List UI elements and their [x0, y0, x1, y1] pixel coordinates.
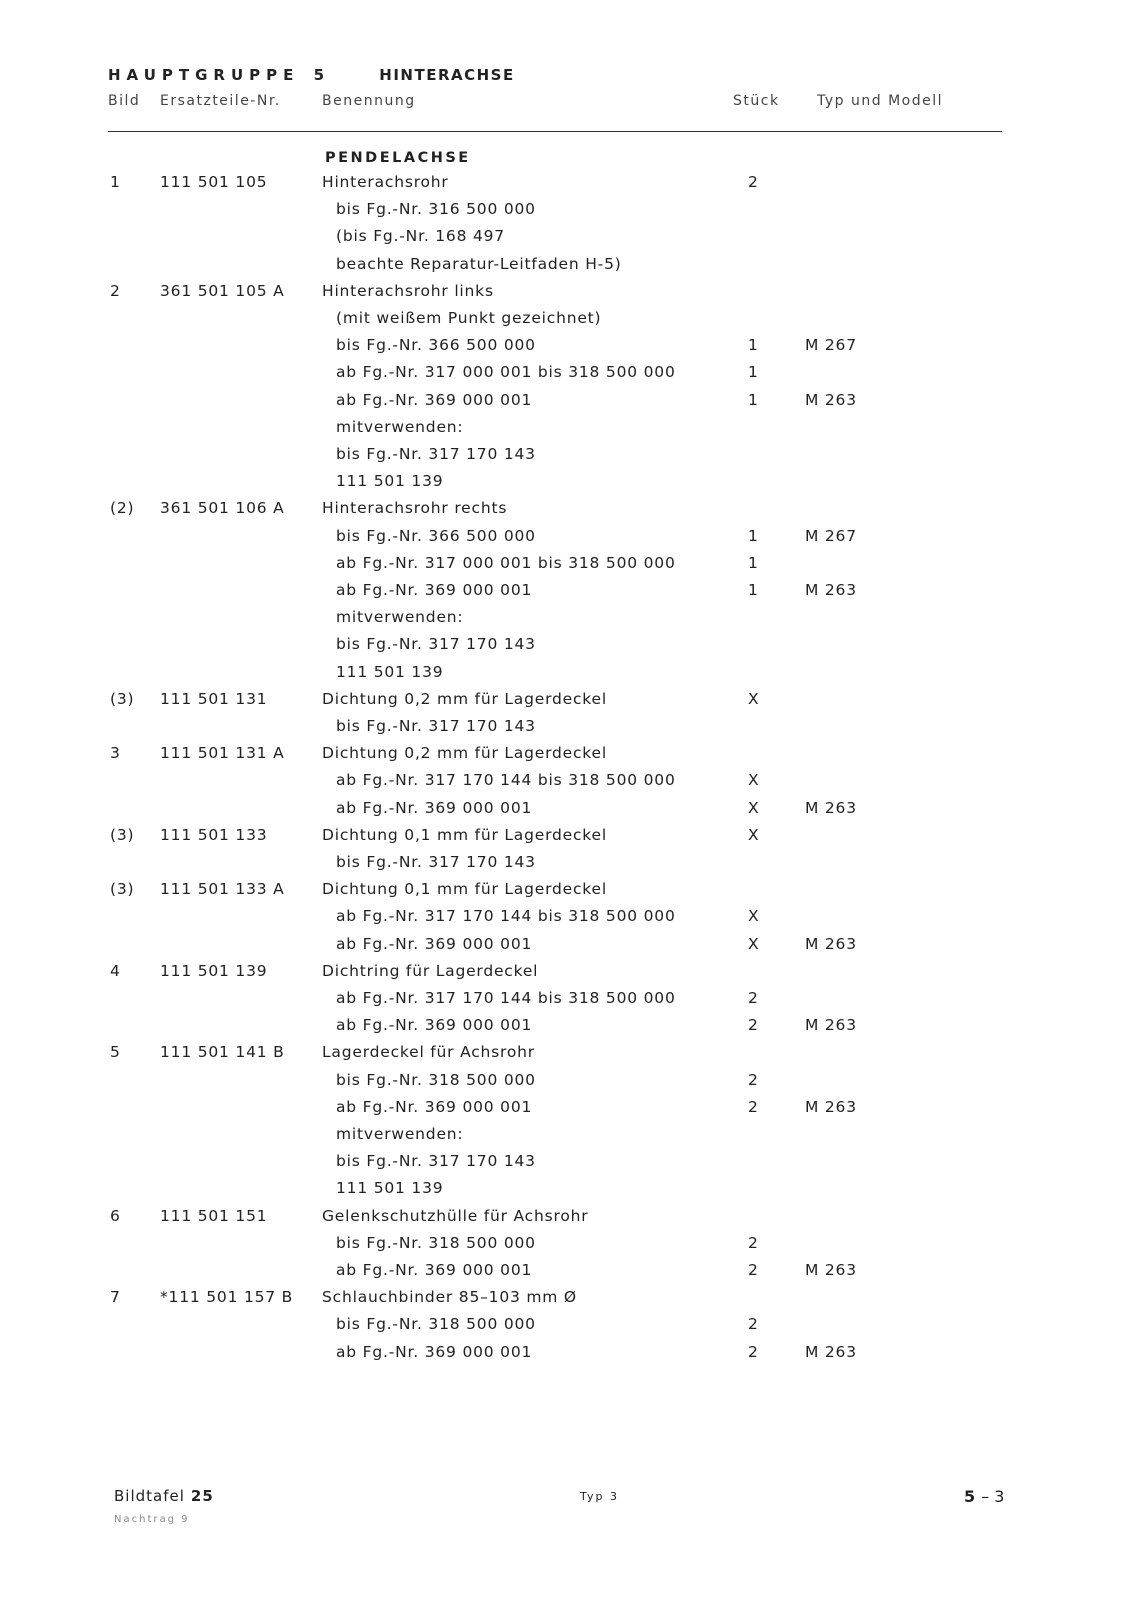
part-description: ab Fg.-Nr. 317 170 144 bis 318 500 000: [336, 771, 676, 790]
model-type: M 263: [805, 1261, 857, 1279]
table-row: [0, 1043, 1137, 1070]
part-description: ab Fg.-Nr. 369 000 001: [336, 390, 533, 409]
part-description: Hinterachsrohr rechts: [322, 499, 508, 518]
part-description: bis Fg.-Nr. 317 170 143: [336, 445, 536, 463]
table-row: [0, 1152, 1137, 1179]
footer-typ: Typ 3: [580, 1490, 619, 1503]
table-row: [0, 635, 1137, 662]
column-header-stueck: Stück: [733, 93, 780, 109]
part-description: bis Fg.-Nr. 317 170 143: [336, 853, 536, 871]
quantity: X: [748, 934, 760, 953]
page-number: [964, 1487, 1004, 1506]
model-type: M 263: [805, 798, 857, 817]
table-row: [0, 771, 1137, 798]
part-description: bis Fg.-Nr. 317 170 143: [336, 635, 536, 654]
model-type: M 267: [805, 526, 857, 545]
part-description: bis Fg.-Nr. 318 500 000: [336, 1315, 536, 1334]
quantity: 2: [748, 1070, 759, 1089]
part-number: 111 501 131: [160, 689, 268, 708]
part-description: ab Fg.-Nr. 317 000 001 bis 318 500 000: [336, 363, 676, 382]
table-row: [0, 717, 1137, 744]
table-row: [0, 1125, 1137, 1152]
bildtafel-label: Bildtafel: [114, 1487, 185, 1505]
part-description: bis Fg.-Nr. 317 170 143: [336, 717, 536, 735]
part-description: ab Fg.-Nr. 317 000 001 bis 318 500 000: [336, 553, 676, 572]
table-row: [0, 336, 1137, 363]
table-row: [0, 554, 1137, 581]
table-row: [0, 1315, 1137, 1342]
part-description: bis Fg.-Nr. 318 500 000: [336, 1070, 536, 1089]
table-row: [0, 799, 1137, 826]
table-row: [0, 744, 1137, 771]
part-description: bis Fg.-Nr. 316 500 000: [336, 200, 536, 219]
quantity: 2: [748, 1097, 759, 1116]
model-type: M 263: [805, 934, 857, 953]
part-description: mitverwenden:: [336, 1125, 464, 1143]
part-description: Dichtring für Lagerdeckel: [322, 961, 539, 980]
quantity: 1: [748, 390, 759, 409]
model-type: M 263: [805, 1097, 857, 1116]
part-description: ab Fg.-Nr. 369 000 001: [336, 1016, 533, 1035]
part-description: (mit weißem Punkt gezeichnet): [336, 309, 602, 327]
quantity: 1: [748, 526, 759, 545]
quantity: X: [748, 689, 760, 708]
quantity: 1: [748, 336, 759, 355]
part-description: mitverwenden:: [336, 608, 464, 627]
quantity: X: [748, 825, 760, 844]
table-row: [0, 1098, 1137, 1125]
quantity: 2: [748, 1342, 759, 1361]
part-description: ab Fg.-Nr. 369 000 001: [336, 1261, 533, 1279]
quantity: X: [748, 907, 760, 926]
bild-number: (3): [110, 880, 135, 899]
part-number: 111 501 133 A: [160, 880, 285, 899]
table-row: [0, 1234, 1137, 1261]
part-description: ab Fg.-Nr. 317 170 144 bis 318 500 000: [336, 989, 676, 1007]
bild-number: 3: [110, 744, 121, 763]
table-row: [0, 282, 1137, 309]
part-number: *111 501 157 B: [160, 1288, 294, 1307]
group-name: HINTERACHSE: [379, 66, 515, 84]
model-type: M 263: [805, 390, 857, 409]
part-number: 111 501 139: [160, 961, 268, 980]
footer-nachtrag: Nachtrag 9: [114, 1514, 190, 1525]
footer-bildtafel: [114, 1487, 214, 1505]
quantity: 2: [748, 1315, 759, 1334]
section-title: PENDELACHSE: [325, 150, 471, 166]
part-description: Dichtung 0,1 mm für Lagerdeckel: [322, 880, 607, 899]
quantity: 1: [748, 553, 759, 572]
part-description: Lagerdeckel für Achsrohr: [322, 1043, 535, 1062]
bildtafel-number: 25: [190, 1487, 214, 1505]
bild-number: 2: [110, 281, 121, 300]
bild-number: 6: [110, 1206, 121, 1225]
table-row: [0, 173, 1137, 200]
bild-number: 1: [110, 173, 121, 191]
model-type: M 263: [805, 1342, 857, 1361]
part-description: ab Fg.-Nr. 369 000 001: [336, 581, 533, 599]
part-number: 111 501 105: [160, 173, 268, 191]
quantity: 2: [748, 1016, 759, 1035]
column-header-benennung: Benennung: [322, 93, 416, 109]
part-description: ab Fg.-Nr. 369 000 001: [336, 798, 533, 817]
table-row: [0, 1288, 1137, 1315]
bild-number: (2): [110, 499, 135, 518]
column-header-ersatzteil: Ersatzteile-Nr.: [160, 93, 281, 109]
table-row: [0, 880, 1137, 907]
part-description: Gelenkschutzhülle für Achsrohr: [322, 1206, 589, 1225]
bild-number: 7: [110, 1288, 121, 1307]
table-row: [0, 989, 1137, 1016]
part-description: Dichtung 0,2 mm für Lagerdeckel: [322, 689, 607, 708]
group-label: HAUPTGRUPPE: [108, 66, 300, 84]
table-row: [0, 962, 1137, 989]
table-row: [0, 1016, 1137, 1043]
table-row: [0, 363, 1137, 390]
part-number: 111 501 141 B: [160, 1043, 285, 1062]
table-row: [0, 445, 1137, 472]
part-description: Dichtung 0,1 mm für Lagerdeckel: [322, 825, 607, 844]
quantity: 2: [748, 173, 759, 191]
table-row: [0, 391, 1137, 418]
part-description: Hinterachsrohr links: [322, 281, 494, 300]
part-number: 361 501 106 A: [160, 499, 285, 518]
bild-number: 4: [110, 961, 121, 980]
table-row: [0, 690, 1137, 717]
bild-number: (3): [110, 689, 135, 708]
part-description: bis Fg.-Nr. 366 500 000: [336, 526, 536, 545]
table-row: [0, 472, 1137, 499]
part-description: ab Fg.-Nr. 369 000 001: [336, 1097, 533, 1116]
table-row: [0, 581, 1137, 608]
part-description: bis Fg.-Nr. 318 500 000: [336, 1233, 536, 1252]
part-number: 111 501 131 A: [160, 744, 285, 763]
table-row: [0, 1071, 1137, 1098]
part-description: bis Fg.-Nr. 317 170 143: [336, 1152, 536, 1171]
header-divider: [108, 131, 1002, 132]
table-row: [0, 255, 1137, 282]
model-type: M 267: [805, 336, 857, 355]
quantity: 2: [748, 989, 759, 1007]
part-description: (bis Fg.-Nr. 168 497: [336, 227, 505, 246]
table-row: [0, 309, 1137, 336]
table-row: [0, 227, 1137, 254]
table-row: [0, 853, 1137, 880]
table-row: [0, 1343, 1137, 1370]
quantity: X: [748, 798, 760, 817]
column-header-typ: Typ und Modell: [817, 93, 943, 109]
table-row: [0, 935, 1137, 962]
model-type: M 263: [805, 581, 857, 599]
table-row: [0, 418, 1137, 445]
table-row: [0, 200, 1137, 227]
quantity: 1: [748, 581, 759, 599]
quantity: 2: [748, 1261, 759, 1279]
table-row: [0, 826, 1137, 853]
part-description: beachte Reparatur-Leitfaden H-5): [336, 254, 622, 273]
quantity: X: [748, 771, 760, 790]
page-title: [108, 66, 515, 84]
part-description: Hinterachsrohr: [322, 173, 449, 191]
page-section: 5: [964, 1487, 976, 1506]
part-description: Dichtung 0,2 mm für Lagerdeckel: [322, 744, 607, 763]
bild-number: 5: [110, 1043, 121, 1062]
table-row: [0, 907, 1137, 934]
part-description: bis Fg.-Nr. 366 500 000: [336, 336, 536, 355]
part-number: 111 501 151: [160, 1206, 268, 1225]
table-row: [0, 499, 1137, 526]
column-header-bild: Bild: [108, 93, 141, 109]
bild-number: (3): [110, 825, 135, 844]
part-description: ab Fg.-Nr. 369 000 001: [336, 934, 533, 953]
model-type: M 263: [805, 1016, 857, 1035]
table-row: [0, 527, 1137, 554]
table-row: [0, 608, 1137, 635]
quantity: 2: [748, 1233, 759, 1252]
page-number-suffix: – 3: [981, 1487, 1005, 1506]
table-row: [0, 663, 1137, 690]
part-description: ab Fg.-Nr. 317 170 144 bis 318 500 000: [336, 907, 676, 926]
table-row: [0, 1261, 1137, 1288]
part-number: 111 501 133: [160, 825, 268, 844]
group-number: 5: [313, 66, 326, 84]
part-description: 111 501 139: [336, 1179, 444, 1198]
part-description: ab Fg.-Nr. 369 000 001: [336, 1342, 533, 1361]
part-description: Schlauchbinder 85–103 mm Ø: [322, 1288, 577, 1307]
quantity: 1: [748, 363, 759, 382]
table-row: [0, 1207, 1137, 1234]
part-description: 111 501 139: [336, 472, 444, 491]
part-description: mitverwenden:: [336, 417, 464, 436]
part-description: 111 501 139: [336, 662, 444, 681]
table-row: [0, 1179, 1137, 1206]
part-number: 361 501 105 A: [160, 281, 285, 300]
